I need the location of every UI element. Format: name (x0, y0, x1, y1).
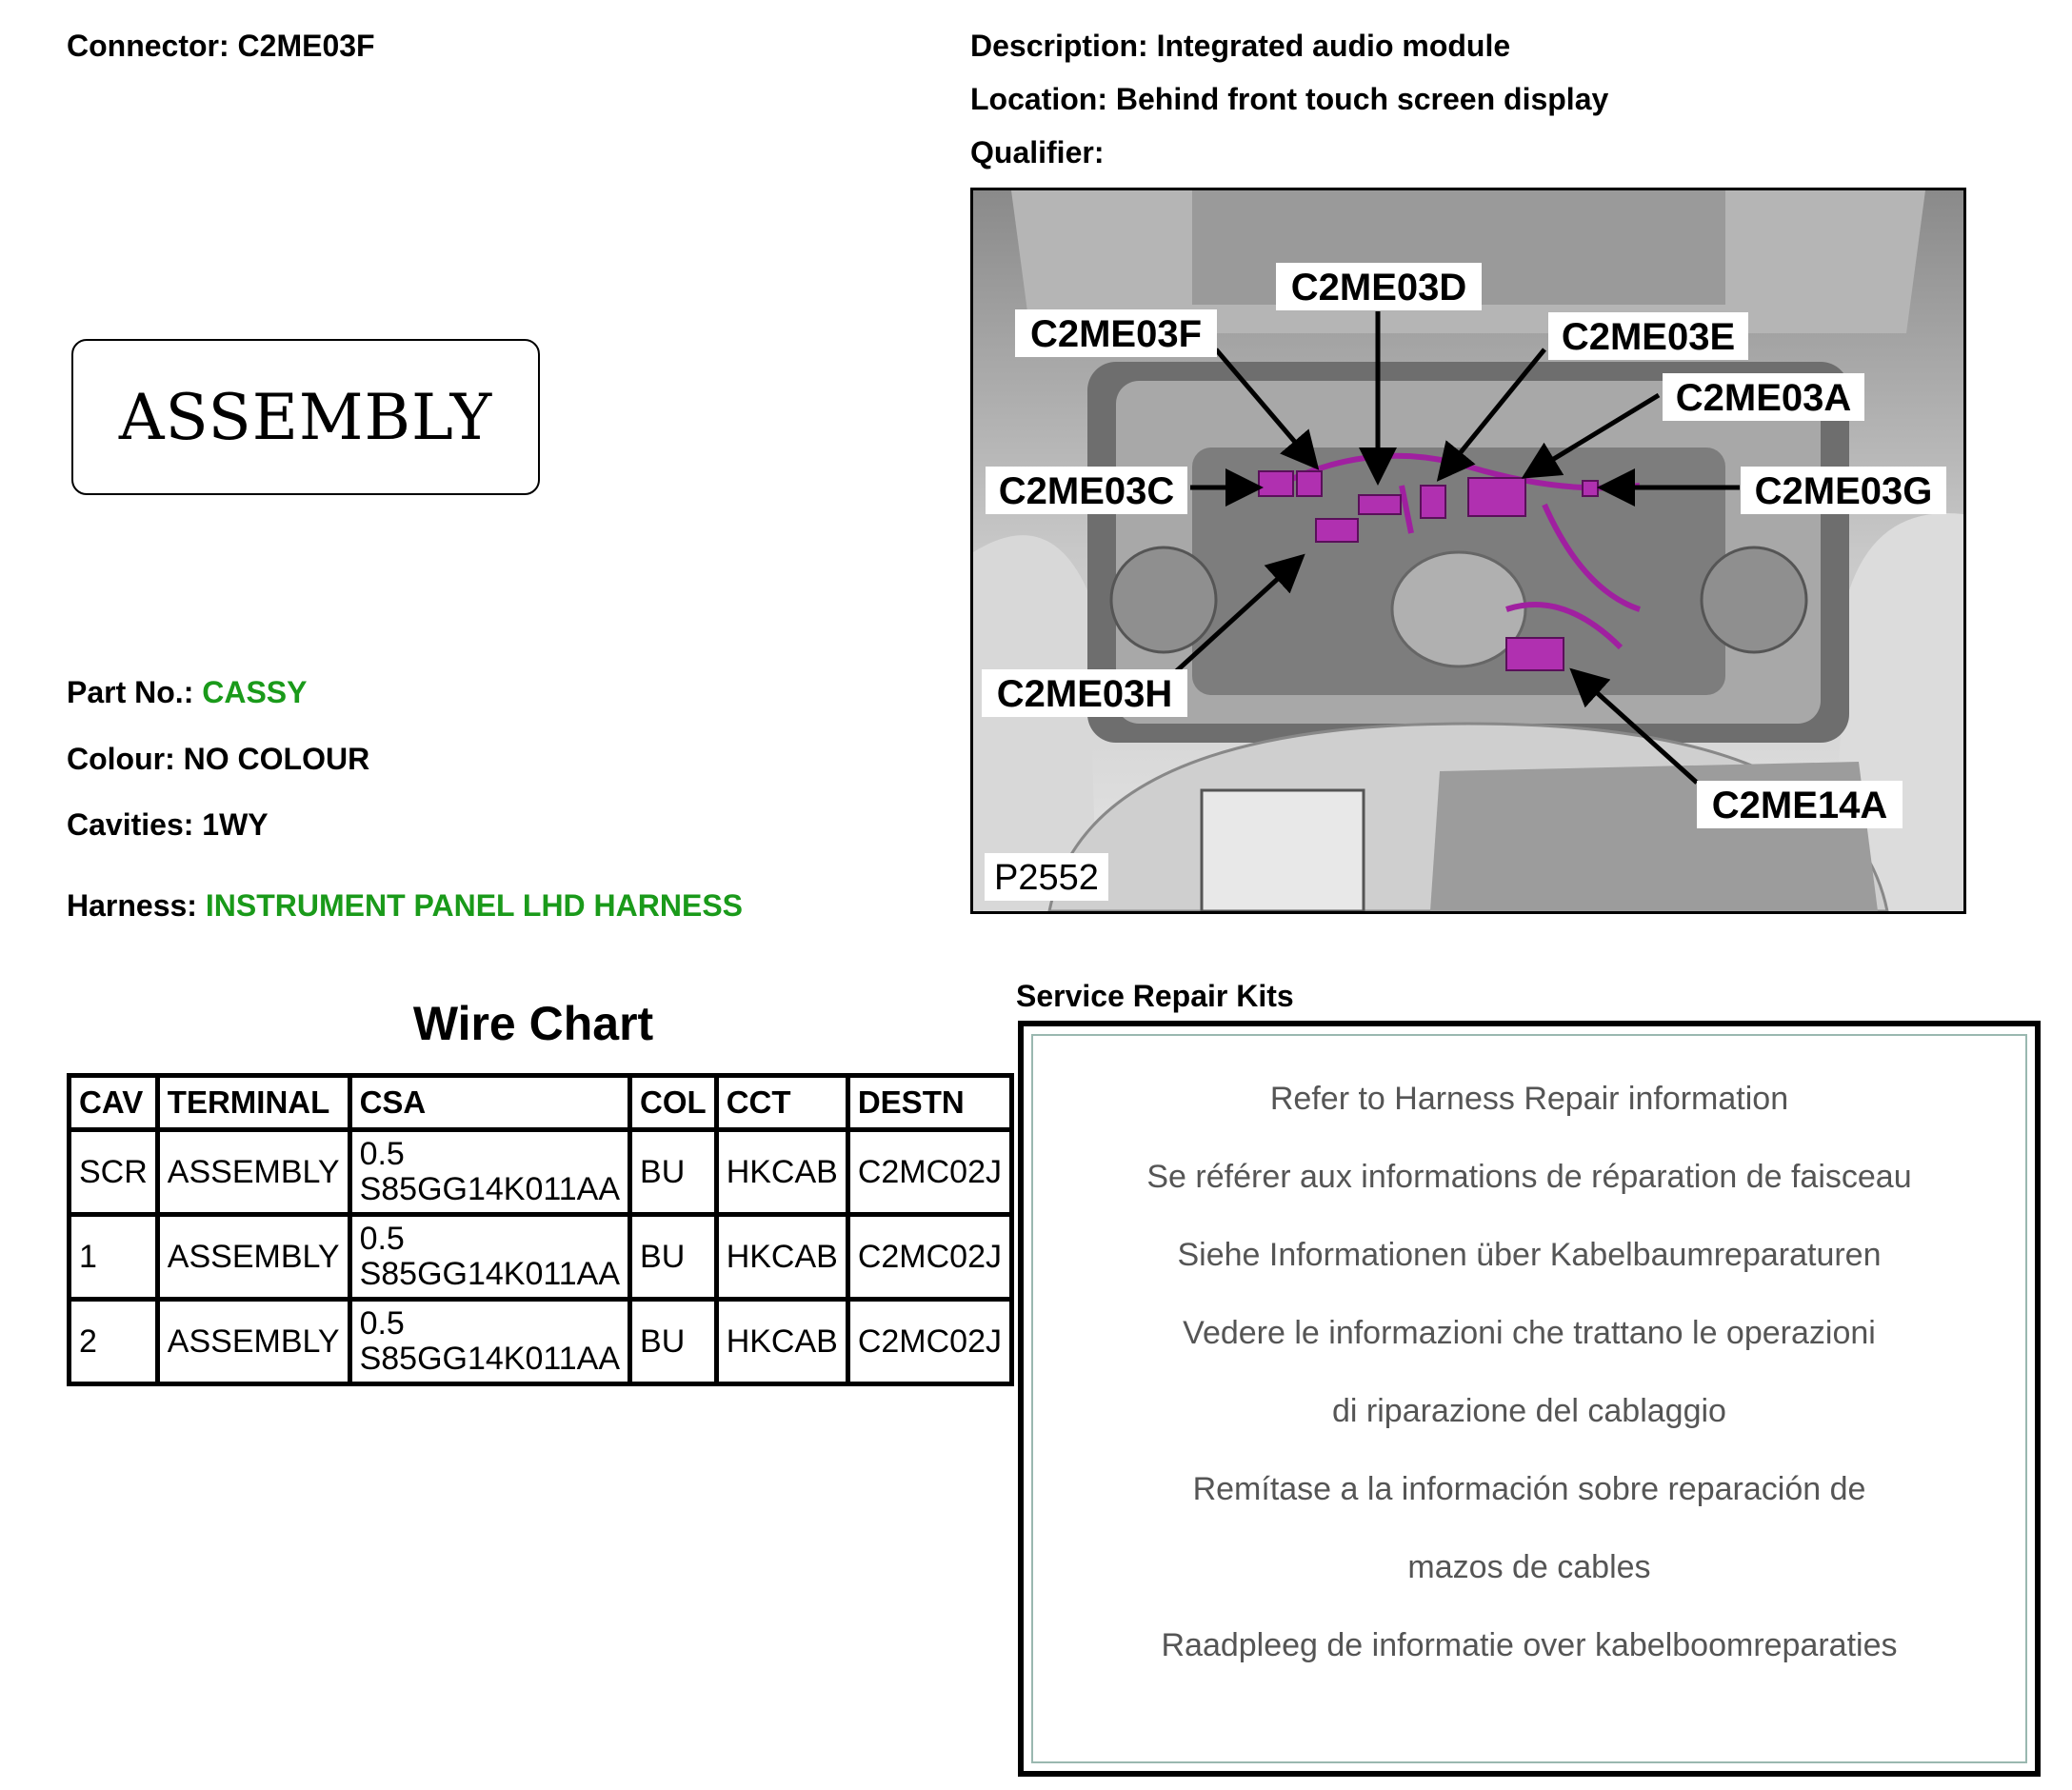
table-row (70, 1300, 1012, 1384)
wire-chart-header-row (70, 1076, 1012, 1130)
harness-value[interactable]: INSTRUMENT PANEL LHD HARNESS (205, 888, 744, 923)
figure-id: P2552 (994, 858, 1099, 898)
part-no-line (67, 673, 307, 711)
cell-destn: C2MC02J (847, 1300, 1011, 1384)
cell-col: BU (630, 1300, 717, 1384)
harness-label: Harness: (67, 888, 197, 923)
connector-line (67, 27, 375, 65)
cell-csa (349, 1300, 629, 1384)
colour-line (67, 740, 369, 778)
harness-line (67, 886, 743, 925)
cell-destn: C2MC02J (847, 1130, 1011, 1215)
header-csa: CSA (349, 1076, 629, 1130)
connector-location-photo (970, 188, 1966, 914)
wire-chart-title: Wire Chart (412, 997, 654, 1050)
cell-terminal: ASSEMBLY (157, 1215, 349, 1300)
wire-chart-table (67, 1073, 1014, 1386)
csa-size: 0.5 (359, 1305, 405, 1342)
header-terminal: TERMINAL (157, 1076, 349, 1130)
csa-part: S85GG14K011AA (359, 1171, 621, 1207)
kit-line-nl: Raadpleeg de informatie over kabelboomreparaties (1161, 1627, 1898, 1663)
assembly-box: ASSEMBLY (71, 339, 540, 495)
cavities-label: Cavities: (67, 807, 194, 842)
service-repair-kits-title: Service Repair Kits (1016, 979, 1294, 1013)
callout-c2me03d: C2ME03D (1290, 267, 1467, 308)
cell-cct: HKCAB (716, 1130, 847, 1215)
header-destn: DESTN (847, 1076, 1011, 1130)
table-row (70, 1215, 1012, 1300)
colour-value: NO COLOUR (183, 742, 370, 776)
cell-csa (349, 1130, 629, 1215)
cell-cav: 2 (70, 1300, 158, 1384)
header-col: COL (630, 1076, 717, 1130)
cell-cct: HKCAB (716, 1300, 847, 1384)
cell-cct: HKCAB (716, 1215, 847, 1300)
header-cav: CAV (70, 1076, 158, 1130)
callout-c2me03e: C2ME03E (1561, 316, 1736, 358)
callout-c2me03g: C2ME03G (1754, 470, 1933, 512)
location-label: Location: (970, 82, 1107, 116)
kit-line-de: Siehe Informationen über Kabelbaumreparaturen (1177, 1237, 1882, 1273)
description-label: Description: (970, 29, 1148, 63)
csa-size: 0.5 (359, 1136, 405, 1172)
kit-line-en: Refer to Harness Repair information (1269, 1081, 1789, 1117)
qualifier-label: Qualifier: (970, 135, 1105, 169)
location-value: Behind front touch screen display (1115, 82, 1609, 116)
service-repair-kits-inner (1031, 1034, 2027, 1763)
table-row (70, 1130, 1012, 1215)
cell-terminal: ASSEMBLY (157, 1130, 349, 1215)
cell-terminal: ASSEMBLY (157, 1300, 349, 1384)
cavities-value: 1WY (202, 807, 269, 842)
cell-csa (349, 1215, 629, 1300)
part-no-label: Part No.: (67, 675, 194, 709)
qualifier-line (970, 133, 1104, 171)
connector-value: C2ME03F (237, 29, 375, 63)
callout-c2me14a: C2ME14A (1711, 785, 1888, 826)
csa-size: 0.5 (359, 1221, 405, 1257)
cell-cav: SCR (70, 1130, 158, 1215)
kit-line-es-2: mazos de cables (1407, 1549, 1651, 1585)
kit-line-it-2: di riparazione del cablaggio (1332, 1393, 1726, 1429)
cell-destn: C2MC02J (847, 1215, 1011, 1300)
callout-c2me03h: C2ME03H (996, 673, 1173, 715)
kit-line-fr: Se référer aux informations de réparation de faisceau (1146, 1159, 1912, 1195)
cell-cav: 1 (70, 1215, 158, 1300)
callout-c2me03f: C2ME03F (1029, 313, 1203, 355)
cavities-line (67, 806, 269, 844)
colour-label: Colour: (67, 742, 175, 776)
cell-col: BU (630, 1215, 717, 1300)
kit-line-it-1: Vedere le informazioni che trattano le operazioni (1183, 1315, 1876, 1351)
callout-c2me03a: C2ME03A (1675, 377, 1852, 419)
part-no-value[interactable]: CASSY (202, 675, 308, 709)
kit-line-es-1: Remítase a la información sobre reparación de (1192, 1471, 1866, 1507)
connector-label: Connector: (67, 29, 229, 63)
location-line (970, 80, 1608, 118)
cell-col: BU (630, 1130, 717, 1215)
callout-c2me03c: C2ME03C (998, 470, 1175, 512)
header-cct: CCT (716, 1076, 847, 1130)
description-value: Integrated audio module (1156, 29, 1511, 63)
description-line (970, 27, 1510, 65)
csa-part: S85GG14K011AA (359, 1256, 621, 1292)
csa-part: S85GG14K011AA (359, 1341, 621, 1377)
service-repair-kits-box (1018, 1021, 2041, 1777)
